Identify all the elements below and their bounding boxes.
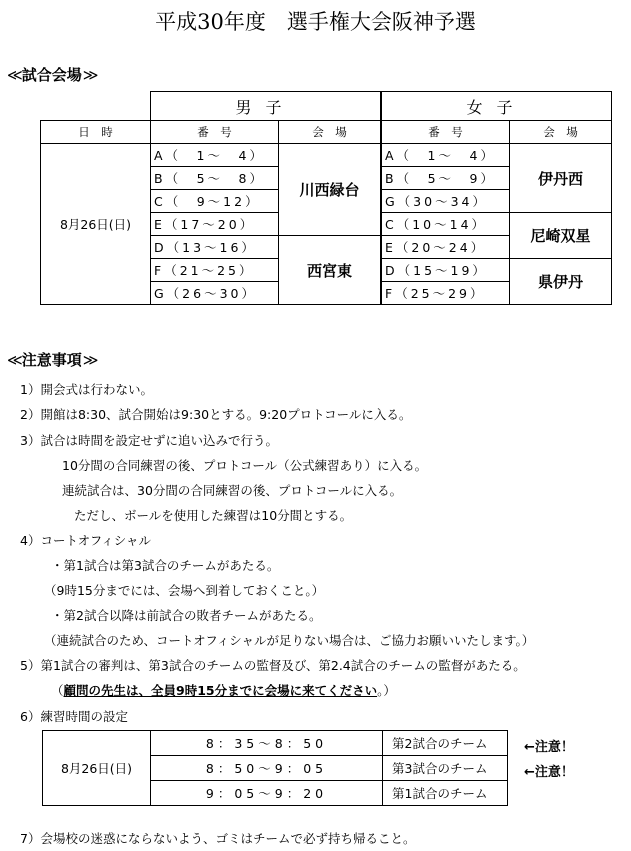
male-group-row: C（ 9～12） — [151, 190, 279, 213]
note-5: 5）第1試合の審判は、第3試合のチームの監督及び、第2.4試合のチームの監督があたる。 — [20, 658, 526, 673]
practice-team: 第2試合のチーム — [383, 731, 508, 756]
bracket-left: ≪ — [7, 351, 21, 369]
male-group-row: E（17～20） — [151, 213, 279, 236]
female-group-row: F（25～29） — [382, 282, 510, 305]
practice-table — [42, 730, 508, 806]
female-group-row: G（30～34） — [382, 190, 510, 213]
male-col-venue-header: 会 場 — [279, 121, 381, 144]
male-group-row: A（ 1～ 4） — [151, 144, 279, 167]
note-3a: 10分間の合同練習の後、プロトコール（公式練習あり）に入る。 — [62, 458, 428, 473]
female-group-row: C（10～14） — [382, 213, 510, 236]
bracket-right: ≫ — [82, 66, 97, 84]
note-3c: ただし、ボールを使用した練習は10分間とする。 — [74, 508, 353, 523]
blank-cell — [41, 92, 151, 121]
note-4: 4）コートオフィシャル — [20, 533, 151, 548]
note-4d: （連続試合のため、コートオフィシャルが足りない場合は、ご協力お願いいたします。） — [44, 633, 535, 648]
female-col-num-header: 番 号 — [382, 121, 510, 144]
practice-time: 8：35～8：50 — [151, 731, 383, 756]
bracket-right: ≫ — [82, 351, 97, 369]
note-3: 3）試合は時間を設定せずに追い込みで行う。 — [20, 433, 278, 448]
note-7: 7）会場校の迷惑にならないよう、ゴミはチームで必ず持ち帰ること。 — [20, 831, 416, 846]
male-group-row: B（ 5～ 8） — [151, 167, 279, 190]
male-group-row: F（21～25） — [151, 259, 279, 282]
practice-date: 8月26日(日) — [43, 731, 151, 806]
venue-heading-text: 試合会場 — [21, 66, 82, 84]
venue-section-heading — [6, 64, 97, 85]
male-col-num-header: 番 号 — [151, 121, 279, 144]
emphasis-text: 顧問の先生は、全員9時15分までに会場に来てください — [63, 683, 378, 698]
male-group-row: G（26～30） — [151, 282, 279, 305]
female-group-row: A（ 1～ 4） — [382, 144, 510, 167]
bracket-left: ≪ — [7, 66, 21, 84]
female-group-row: E（20～24） — [382, 236, 510, 259]
col-date-header: 日 時 — [41, 121, 151, 144]
female-venue: 県伊丹 — [510, 259, 612, 305]
note-4b: （9時15分までには、会場へ到着しておくこと。） — [44, 583, 325, 598]
female-group-row: D（15～19） — [382, 259, 510, 282]
practice-team: 第1試合のチーム — [383, 781, 508, 806]
note-6: 6）練習時間の設定 — [20, 709, 128, 724]
warning-mark: ←注意！ — [524, 740, 574, 755]
note-2: 2）開館は8:30、試合開始は9:30とする。9:20プロトコールに入る。 — [20, 407, 412, 422]
male-venue: 川西緑台 — [279, 144, 381, 236]
notes-section-heading — [6, 349, 97, 370]
female-col-venue-header: 会 場 — [510, 121, 612, 144]
practice-team: 第3試合のチーム — [383, 756, 508, 781]
note-4c: ・第2試合以降は前試合の敗者チームがあたる。 — [51, 608, 322, 623]
male-header: 男子 — [151, 92, 381, 121]
female-header: 女子 — [382, 92, 612, 121]
female-venue: 伊丹西 — [510, 144, 612, 213]
venue-table — [40, 91, 612, 305]
male-group-row: D（13～16） — [151, 236, 279, 259]
female-group-row: B（ 5～ 9） — [382, 167, 510, 190]
practice-time: 8：50～9：05 — [151, 756, 383, 781]
note-1: 1）開会式は行わない。 — [20, 382, 153, 397]
male-venue: 西宮東 — [279, 236, 381, 305]
notes-heading-text: 注意事項 — [21, 351, 82, 369]
match-date: 8月26日(日) — [41, 144, 151, 305]
female-venue: 尼崎双星 — [510, 213, 612, 259]
warning-mark: ←注意！ — [524, 765, 574, 780]
page-title: 平成30年度 選手権大会阪神予選 — [155, 10, 476, 34]
practice-time: 9：05～9：20 — [151, 781, 383, 806]
note-5a: （顧問の先生は、全員9時15分までに会場に来てください。） — [51, 683, 396, 698]
note-3b: 連続試合は、30分間の合同練習の後、プロトコールに入る。 — [62, 483, 403, 498]
note-4a: ・第1試合は第3試合のチームがあたる。 — [51, 558, 280, 573]
